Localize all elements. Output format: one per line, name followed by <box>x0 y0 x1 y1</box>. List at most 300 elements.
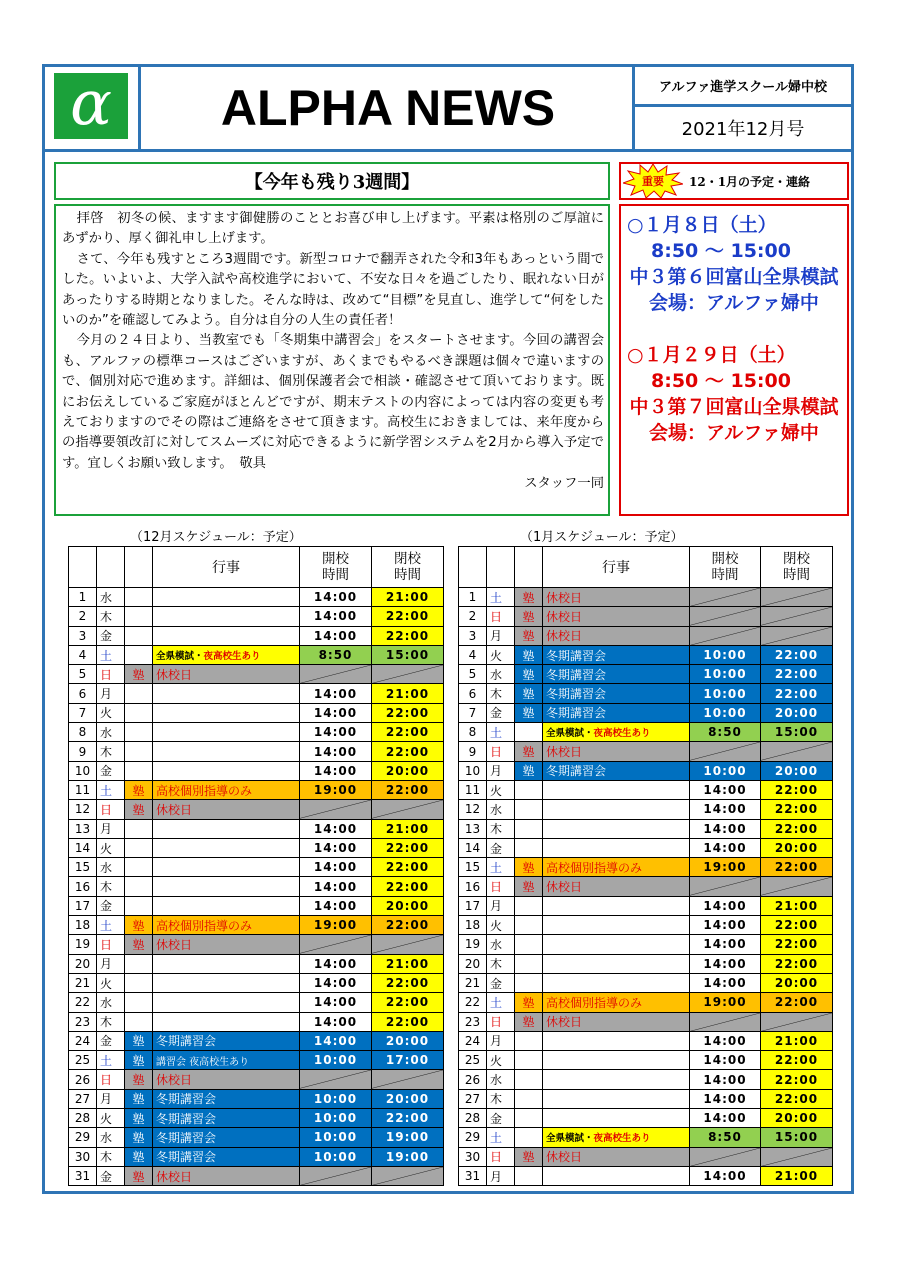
table-row <box>459 684 833 703</box>
table-row <box>69 1166 444 1185</box>
table-row <box>459 916 833 935</box>
open-time: 8:50 <box>690 723 761 742</box>
juku-mark: 塾 <box>515 703 543 722</box>
table-row <box>69 665 444 684</box>
day-number: 9 <box>69 742 97 761</box>
open-time <box>300 935 372 954</box>
table-row <box>69 1031 444 1050</box>
event-place: 会場：アルファ婦中 <box>649 422 819 444</box>
day-number: 11 <box>459 780 487 799</box>
juku-mark <box>515 1089 543 1108</box>
weekday: 水 <box>97 993 125 1012</box>
event-label <box>543 973 690 992</box>
close-time: 22:00 <box>372 916 444 935</box>
open-time <box>690 742 761 761</box>
close-time: 20:00 <box>761 703 833 722</box>
diagonal-line-icon <box>690 627 760 645</box>
event-label <box>543 896 690 915</box>
open-time: 14:00 <box>690 780 761 799</box>
day-number: 23 <box>459 1012 487 1031</box>
open-time: 14:00 <box>690 935 761 954</box>
table-row <box>459 607 833 626</box>
event-label: 冬期講習会 <box>153 1109 300 1128</box>
close-time: 20:00 <box>372 761 444 780</box>
day-number: 11 <box>69 780 97 799</box>
weekday: 金 <box>97 1166 125 1185</box>
event-2 <box>621 342 847 446</box>
day-number: 6 <box>69 684 97 703</box>
open-time: 10:00 <box>300 1051 372 1070</box>
close-time: 22:00 <box>761 1051 833 1070</box>
close-time: 22:00 <box>372 877 444 896</box>
weekday: 水 <box>487 665 515 684</box>
jan-schedule-caption: （1月スケジュール：予定） <box>520 530 684 545</box>
open-time: 14:00 <box>300 703 372 722</box>
table-row <box>459 993 833 1012</box>
juku-mark <box>125 588 153 607</box>
weekday: 月 <box>97 954 125 973</box>
table-row <box>69 723 444 742</box>
event-label <box>543 1031 690 1050</box>
open-time: 19:00 <box>300 780 372 799</box>
open-time: 14:00 <box>690 954 761 973</box>
event-title: 中３第７回富山全県模試 <box>629 396 839 418</box>
table-row <box>69 1128 444 1147</box>
juku-mark <box>515 973 543 992</box>
event-label: 高校個別指導のみ <box>543 858 690 877</box>
juku-mark: 塾 <box>125 1128 153 1147</box>
close-time: 21:00 <box>761 1031 833 1050</box>
event-label <box>153 742 300 761</box>
open-time: 14:00 <box>690 916 761 935</box>
alpha-logo-glyph: α <box>70 66 112 139</box>
diagonal-line-icon <box>372 1070 443 1088</box>
event-label: 全県模試・夜高校生あり <box>543 723 690 742</box>
juku-mark: 塾 <box>515 877 543 896</box>
event-label: 休校日 <box>153 1070 300 1089</box>
table-row <box>69 645 444 664</box>
weekday: 木 <box>97 742 125 761</box>
event-label <box>543 1166 690 1185</box>
table-row <box>459 973 833 992</box>
juku-mark <box>125 896 153 915</box>
table-row <box>69 993 444 1012</box>
juku-mark: 塾 <box>125 1109 153 1128</box>
juku-mark <box>125 607 153 626</box>
table-row <box>459 626 833 645</box>
table-row <box>69 896 444 915</box>
weekday: 日 <box>97 1070 125 1089</box>
open-time: 14:00 <box>690 1089 761 1108</box>
important-badge <box>623 164 683 198</box>
day-number: 13 <box>69 819 97 838</box>
weekday: 金 <box>487 1109 515 1128</box>
juku-mark <box>125 703 153 722</box>
important-header <box>619 162 849 200</box>
close-time <box>372 800 444 819</box>
event-label <box>543 1109 690 1128</box>
day-number: 29 <box>459 1128 487 1147</box>
weekday: 金 <box>97 626 125 645</box>
table-row <box>69 1070 444 1089</box>
juku-mark <box>125 1012 153 1031</box>
event-place: 会場：アルファ婦中 <box>649 292 819 314</box>
event-date: ○１月２９日（土） <box>627 344 796 366</box>
close-time: 22:00 <box>761 684 833 703</box>
weekday: 土 <box>487 1128 515 1147</box>
juku-mark <box>125 723 153 742</box>
event-label <box>153 954 300 973</box>
day-number: 14 <box>459 838 487 857</box>
diagonal-line-icon <box>300 1167 371 1185</box>
close-time: 21:00 <box>372 819 444 838</box>
table-row <box>459 935 833 954</box>
event-label: 休校日 <box>543 1147 690 1166</box>
close-time: 21:00 <box>372 588 444 607</box>
dec-rows <box>69 588 444 1186</box>
close-time: 20:00 <box>372 1089 444 1108</box>
close-time: 20:00 <box>761 1109 833 1128</box>
day-number: 28 <box>459 1109 487 1128</box>
day-number: 7 <box>459 703 487 722</box>
weekday: 月 <box>97 819 125 838</box>
juku-mark: 塾 <box>125 1051 153 1070</box>
close-time: 21:00 <box>372 684 444 703</box>
open-time: 14:00 <box>300 742 372 761</box>
weekday: 火 <box>487 645 515 664</box>
weekday: 水 <box>487 800 515 819</box>
event-label: 高校個別指導のみ <box>543 993 690 1012</box>
weekday: 火 <box>97 703 125 722</box>
weekday: 月 <box>487 896 515 915</box>
open-time: 14:00 <box>690 800 761 819</box>
event-label <box>543 838 690 857</box>
day-number: 2 <box>69 607 97 626</box>
close-time: 22:00 <box>372 1109 444 1128</box>
header-close: 閉校 時間 <box>372 547 444 588</box>
juku-mark <box>515 723 543 742</box>
close-time <box>761 1012 833 1031</box>
open-time: 10:00 <box>690 703 761 722</box>
day-number: 22 <box>459 993 487 1012</box>
juku-mark: 塾 <box>125 1031 153 1050</box>
open-time: 10:00 <box>300 1109 372 1128</box>
table-row <box>459 877 833 896</box>
event-label <box>543 935 690 954</box>
open-time: 10:00 <box>690 761 761 780</box>
weekday: 木 <box>97 607 125 626</box>
open-time <box>690 1147 761 1166</box>
day-number: 10 <box>459 761 487 780</box>
table-row <box>459 1109 833 1128</box>
important-heading: 12・1月の予定・連絡 <box>689 174 811 189</box>
lead-paragraph: 今月の２４日より、当教室でも「冬期集中講習会」をスタートさせます。今回の講習会も、アルファの標準コースはございますが、あくまでもやるべき課題は個々で違いますので、個別対応で進めます。詳細は、個別保護者会で相談・確認させて頂いております。既にお伝えしているご家庭がほとんどですが、期末テストの内容によっては内容の変更も考えておりますのでその際はご連絡をさせて頂きます。高校生におきましては、来年度からの指導要領改訂に対してスムーズに対応できるように新学習システムを2月から導入予定です。宜しくお願い致します。 敬具 <box>62 333 604 471</box>
day-number: 14 <box>69 838 97 857</box>
open-time <box>300 665 372 684</box>
open-time <box>300 800 372 819</box>
event-label: 冬期講習会 <box>543 645 690 664</box>
weekday: 木 <box>487 819 515 838</box>
open-time: 14:00 <box>690 819 761 838</box>
juku-mark: 塾 <box>515 761 543 780</box>
close-time: 20:00 <box>372 1031 444 1050</box>
close-time: 21:00 <box>761 1166 833 1185</box>
table-header-row <box>69 547 444 588</box>
open-time: 14:00 <box>690 1070 761 1089</box>
diagonal-line-icon <box>690 742 760 760</box>
lead-title: 【今年も残り3週間】 <box>54 162 610 200</box>
event-label <box>153 761 300 780</box>
weekday: 月 <box>487 1166 515 1185</box>
table-row <box>459 1166 833 1185</box>
close-time: 22:00 <box>761 1070 833 1089</box>
table-row <box>459 1031 833 1050</box>
open-time: 14:00 <box>690 1031 761 1050</box>
day-number: 13 <box>459 819 487 838</box>
open-time: 14:00 <box>690 1166 761 1185</box>
close-time: 22:00 <box>761 935 833 954</box>
event-label: 冬期講習会 <box>543 684 690 703</box>
weekday: 日 <box>487 877 515 896</box>
event-label <box>153 858 300 877</box>
event-label <box>153 973 300 992</box>
weekday: 土 <box>97 780 125 799</box>
table-row <box>69 1147 444 1166</box>
day-number: 20 <box>69 954 97 973</box>
weekday: 水 <box>97 588 125 607</box>
event-label: 休校日 <box>543 588 690 607</box>
close-time <box>372 1166 444 1185</box>
day-number: 21 <box>69 973 97 992</box>
juku-mark <box>515 1109 543 1128</box>
close-time <box>372 665 444 684</box>
close-time <box>372 935 444 954</box>
table-row <box>459 819 833 838</box>
close-time: 22:00 <box>761 858 833 877</box>
juku-mark: 塾 <box>125 665 153 684</box>
juku-mark <box>125 838 153 857</box>
table-row <box>69 1051 444 1070</box>
close-time <box>761 1147 833 1166</box>
juku-mark: 塾 <box>515 742 543 761</box>
table-row <box>69 858 444 877</box>
important-events <box>619 204 849 516</box>
day-number: 26 <box>69 1070 97 1089</box>
table-row <box>459 761 833 780</box>
open-time: 19:00 <box>300 916 372 935</box>
event-label: 冬期講習会 <box>153 1147 300 1166</box>
juku-mark: 塾 <box>515 1147 543 1166</box>
event-label <box>543 1070 690 1089</box>
open-time <box>690 588 761 607</box>
day-number: 31 <box>69 1166 97 1185</box>
day-number: 23 <box>69 1012 97 1031</box>
event-label: 休校日 <box>543 1012 690 1031</box>
day-number: 18 <box>459 916 487 935</box>
juku-mark <box>515 800 543 819</box>
close-time: 22:00 <box>761 916 833 935</box>
weekday: 日 <box>487 1012 515 1031</box>
day-number: 3 <box>69 626 97 645</box>
event-label <box>153 588 300 607</box>
juku-mark <box>125 742 153 761</box>
header-open: 開校 時間 <box>300 547 372 588</box>
day-number: 1 <box>459 588 487 607</box>
event-title: 中３第６回富山全県模試 <box>629 266 839 288</box>
day-number: 5 <box>69 665 97 684</box>
signature-row <box>62 474 604 494</box>
open-time: 14:00 <box>300 993 372 1012</box>
event-label <box>153 684 300 703</box>
close-time: 20:00 <box>372 896 444 915</box>
weekday: 金 <box>97 1031 125 1050</box>
newsletter-title: ALPHA NEWS <box>220 80 556 136</box>
day-number: 4 <box>69 645 97 664</box>
day-number: 12 <box>459 800 487 819</box>
day-number: 1 <box>69 588 97 607</box>
open-time <box>690 877 761 896</box>
event-label <box>543 819 690 838</box>
lead-paragraph: 拝啓 初冬の候、ますます御健勝のこととお喜び申し上げます。平素は格別のご厚誼にあずかり、厚く御礼申し上げます。 <box>62 211 604 247</box>
table-row <box>69 877 444 896</box>
event-label: 冬期講習会 <box>153 1089 300 1108</box>
weekday: 木 <box>487 684 515 703</box>
close-time: 22:00 <box>372 973 444 992</box>
weekday: 月 <box>487 761 515 780</box>
table-row <box>69 742 444 761</box>
close-time: 22:00 <box>372 703 444 722</box>
weekday: 火 <box>487 1051 515 1070</box>
event-label: 高校個別指導のみ <box>153 916 300 935</box>
event-1 <box>621 212 847 316</box>
table-row <box>459 703 833 722</box>
open-time: 10:00 <box>690 684 761 703</box>
day-number: 19 <box>459 935 487 954</box>
juku-mark <box>515 1070 543 1089</box>
weekday: 火 <box>97 973 125 992</box>
event-time: 8:50 ～ 15:00 <box>651 240 791 262</box>
day-number: 16 <box>69 877 97 896</box>
weekday: 金 <box>487 973 515 992</box>
weekday: 木 <box>487 1089 515 1108</box>
event-label: 冬期講習会 <box>543 703 690 722</box>
weekday: 金 <box>97 896 125 915</box>
open-time <box>690 626 761 645</box>
diagonal-line-icon <box>690 607 760 625</box>
day-number: 3 <box>459 626 487 645</box>
open-time <box>300 1070 372 1089</box>
close-time: 17:00 <box>372 1051 444 1070</box>
day-number: 28 <box>69 1109 97 1128</box>
day-number: 24 <box>69 1031 97 1050</box>
day-number: 12 <box>69 800 97 819</box>
event-label <box>543 916 690 935</box>
day-number: 20 <box>459 954 487 973</box>
header-event: 行事 <box>153 547 300 588</box>
diagonal-line-icon <box>372 800 443 818</box>
day-number: 4 <box>459 645 487 664</box>
juku-mark: 塾 <box>125 1166 153 1185</box>
table-row <box>69 1089 444 1108</box>
open-time: 14:00 <box>690 896 761 915</box>
close-time: 22:00 <box>761 780 833 799</box>
table-row <box>69 607 444 626</box>
event-label: 全県模試・夜高校生あり <box>153 645 300 664</box>
juku-mark <box>125 973 153 992</box>
event-label: 休校日 <box>543 607 690 626</box>
day-number: 30 <box>69 1147 97 1166</box>
day-number: 19 <box>69 935 97 954</box>
weekday: 土 <box>487 993 515 1012</box>
close-time <box>761 877 833 896</box>
event-label <box>153 877 300 896</box>
close-time: 15:00 <box>761 723 833 742</box>
day-number: 6 <box>459 684 487 703</box>
juku-mark <box>515 780 543 799</box>
weekday: 水 <box>487 935 515 954</box>
event-label: 高校個別指導のみ <box>153 780 300 799</box>
close-time <box>761 607 833 626</box>
weekday: 金 <box>97 761 125 780</box>
juku-mark <box>515 1031 543 1050</box>
weekday: 金 <box>487 703 515 722</box>
juku-mark: 塾 <box>125 780 153 799</box>
open-time: 14:00 <box>300 761 372 780</box>
juku-mark <box>125 626 153 645</box>
header-close: 閉校 時間 <box>761 547 833 588</box>
close-time: 22:00 <box>372 780 444 799</box>
open-time <box>690 607 761 626</box>
juku-mark: 塾 <box>125 1089 153 1108</box>
open-time: 10:00 <box>300 1089 372 1108</box>
juku-mark: 塾 <box>125 1147 153 1166</box>
weekday: 月 <box>487 626 515 645</box>
event-label: 休校日 <box>153 1166 300 1185</box>
event-label <box>543 780 690 799</box>
table-row <box>459 1012 833 1031</box>
event-label: 冬期講習会 <box>543 665 690 684</box>
juku-mark: 塾 <box>125 935 153 954</box>
table-row <box>459 1089 833 1108</box>
diagonal-line-icon <box>761 627 832 645</box>
open-time: 8:50 <box>300 645 372 664</box>
table-row <box>459 1051 833 1070</box>
juku-mark: 塾 <box>515 993 543 1012</box>
open-time: 14:00 <box>690 1109 761 1128</box>
weekday: 土 <box>97 645 125 664</box>
header-open: 開校 時間 <box>690 547 761 588</box>
close-time: 20:00 <box>761 761 833 780</box>
juku-mark: 塾 <box>125 800 153 819</box>
diagonal-line-icon <box>761 742 832 760</box>
event-label <box>543 800 690 819</box>
diagonal-line-icon <box>372 1167 443 1185</box>
event-label <box>153 703 300 722</box>
juku-mark <box>125 761 153 780</box>
close-time: 19:00 <box>372 1128 444 1147</box>
table-row <box>69 626 444 645</box>
lead-paragraph: さて、今年も残すところ3週間です。新型コロナで翻弄された令和3年もあっという間でした。いよいよ、大学入試や高校進学において、不安な日々を過ごしたり、眠れない日があったりする時期となりました。そんな時は、改めて“目標”を見直し、進学して“何をしたいのか”を確認してみよう。自分は自分の人生の責任者！ <box>62 251 604 329</box>
weekday: 日 <box>97 800 125 819</box>
weekday: 月 <box>97 684 125 703</box>
open-time <box>690 1012 761 1031</box>
day-number: 15 <box>69 858 97 877</box>
diagonal-line-icon <box>300 665 371 683</box>
close-time: 22:00 <box>761 665 833 684</box>
table-row <box>459 954 833 973</box>
juku-mark: 塾 <box>515 858 543 877</box>
table-row <box>69 954 444 973</box>
